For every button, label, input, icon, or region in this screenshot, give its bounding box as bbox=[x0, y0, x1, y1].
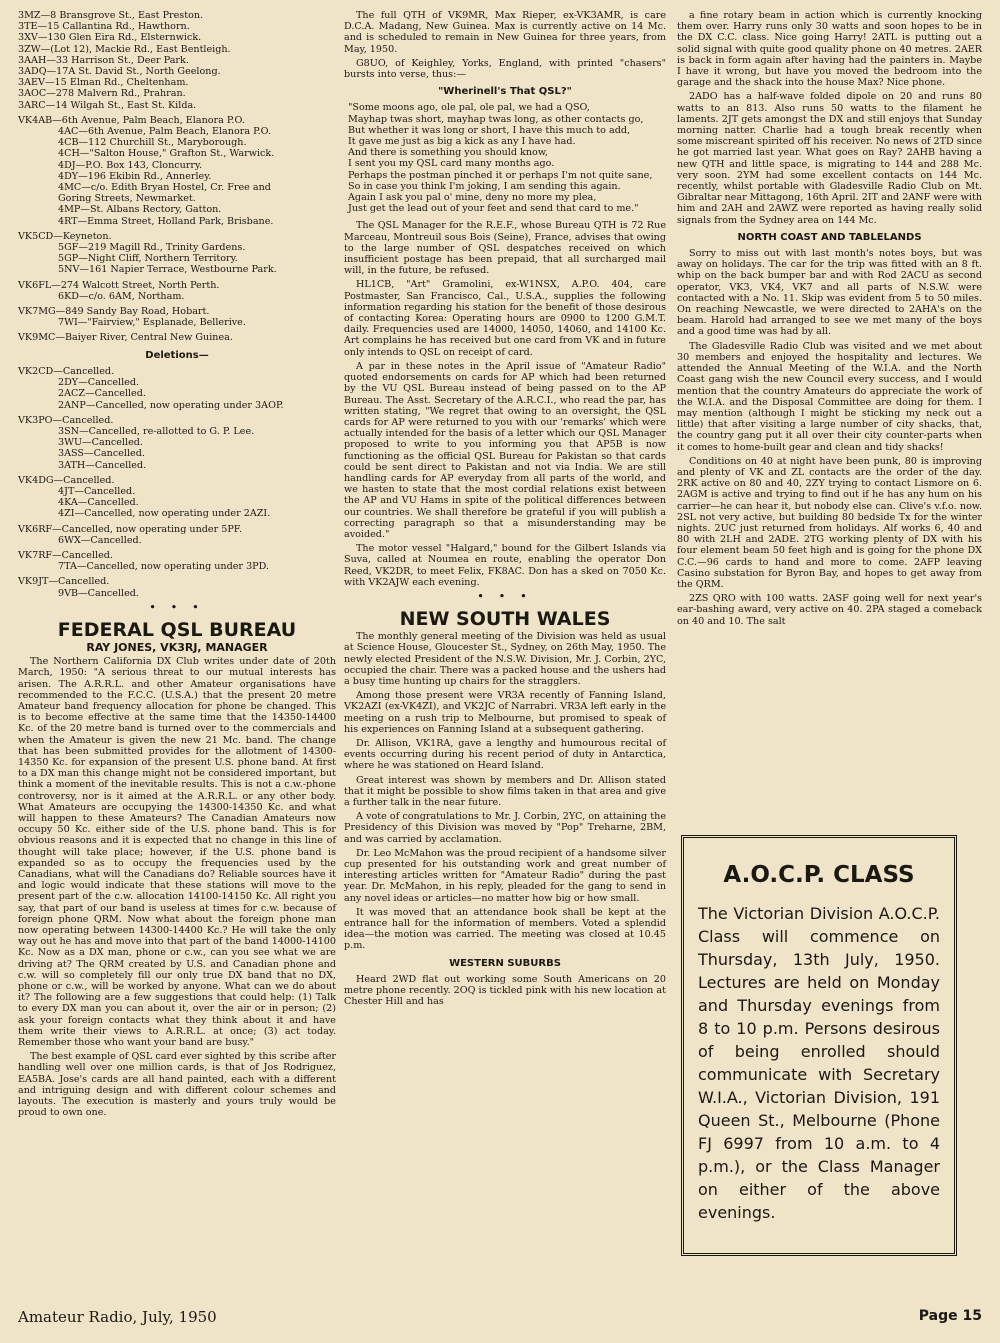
footer-publication: Amateur Radio, July, 1950 bbox=[18, 1308, 217, 1326]
separator: • • • bbox=[477, 590, 533, 602]
list-line: 3ARC—14 Wilgah St., East St. Kilda. bbox=[18, 99, 197, 111]
aocp-class-title: A.O.C.P. CLASS bbox=[723, 862, 915, 888]
paragraph: The Northern California DX Club writes under date of 20th March, 1950: "A serious threat to our mutual interests has arisen. The A.R.R.L. and other Amateur organisations have recommended to the F.C.C. (U.S.A.) that the present 20 metre Amateur band frequency allocation for phone be changed. This is to become effective at the same time that the 14350-14400 Kc. of the 20 metre band is turned over to the commercials and when the Amateur is given the new 21 Mc. band. The change that has been submitted provides for the allotment of 14300-14350 Kc. for expansion of the present U.S. phone band. At first to a DX man this change might not be considered important, but think a moment of the inevitable results. This is not a c.w.-phone controversy, nor is it aimed at the A.R.R.L. or any other body. What Amateurs are occupying the 14300-14350 Kc. and what will happen to these Amateurs? The Canadian Amateurs now occupy 50 Kc. either side of the U.S. phone band. This is for obvious reasons and it is expected that no change in this line of thought will take place; however, if the U.S. phone band is expanded so as to occupy the frequencies used by the Canadians, what will the Canadians do? Reliable sources have it and logic would indicate that these stations will move to the present part of the c.w. allocation 14100-14150 Kc. All right you say, that part of our band is useless at times for c.w. because of foreign phone QRM. Now what about the foreign phone man now operating between 14300-14400 Kc.? He will take the only way out he has and move into that part of the band 14000-14100 Kc. Now as a DX man, phone or c.w., can you see what we are driving at? The QRM created by U.S. and Canadian phone and c.w. will so completely fill our only true DX band that no DX, phone or c.w., will be worked by anyone. What can we do about it? The following are a few suggestions that could help: (1) Talk to every DX man you can about it, over the air or in person; (2) ask your foreign contacts what they think about it and have them write their views to A.R.R.L. at once; (3) act today. Remember those who want your band are busy." bbox=[18, 656, 336, 1049]
list-line: VK5CD—Keyneton. bbox=[18, 230, 112, 242]
new-south-wales-title: NEW SOUTH WALES bbox=[399, 608, 611, 631]
federal-qsl-bureau-title: FEDERAL QSL BUREAU bbox=[57, 618, 297, 641]
separator: • • • bbox=[149, 601, 205, 613]
poem-line: But whether it was long or short, I have this much to add, bbox=[348, 124, 631, 136]
list-line: 6WX—Cancelled. bbox=[58, 534, 142, 546]
paragraph: Sorry to miss out with last month's notes boys, but was away on holidays. The car for the trip was fitted with an 8 ft. whip on the back bumper bar and with Rod 2ACU as second operator, VK3, VK4, VK7 and all parts of N.S.W. were contacted with a No. 11. Skip was evident from 5 to 50 miles. On reaching Newcastle, we were directed to 2AHA's on the beam. Harold had arranged to see we met many of the boys and a good time was had by all. bbox=[677, 248, 982, 338]
list-line: 4JT—Cancelled. bbox=[58, 485, 136, 497]
list-line: 4MC—c/o. Edith Bryan Hostel, Cr. Free and bbox=[58, 182, 271, 194]
deletions-list bbox=[18, 366, 336, 599]
list-line: 9VB—Cancelled. bbox=[58, 587, 139, 599]
paragraph: The QSL Manager for the R.E.F., whose Bureau QTH is 72 Rue Marceau, Montreuil sous Bois (Seine), France, advises that owing to the large number of QSL despatches received on which insufficient postage has been prepaid, that all surcharged mail will, in the future, be refused. bbox=[344, 220, 666, 277]
list-line: 4AC—6th Avenue, Palm Beach, Elanora P.O. bbox=[58, 126, 271, 138]
list-line: 4MP—St. Albans Rectory, Gatton. bbox=[58, 204, 222, 216]
deletions-heading: Deletions— bbox=[145, 349, 209, 361]
list-line: 7WI—"Fairview," Esplanade, Bellerive. bbox=[58, 317, 246, 329]
paragraph: The Gladesville Radio Club was visited and we met about 30 members and enjoyed the hospitality and lectures. We attended the Annual Meeting of the W.I.A. and the North Coast gang wish the new Council every success, and I would mention that the country Amateurs do appreciate the work of the W.I.A. and the Disposal Committee are doing for them. I may mention (although I might be sticking my neck out a little) that after visiting a large number of city shacks, that, the country gang put it all over their city counter-parts when it comes to home-built gear and clean and tidy shacks! bbox=[677, 340, 982, 453]
paragraph: The best example of QSL card ever sighted by this scribe after handling well over one million cards, is that of Jos Rodriguez, EA5BA. Jose's cards are all hand painted, each with a different and intriguing design and with different colour schemes and layouts. The execution is masterly and yours truly would be proud to own one. bbox=[18, 1051, 336, 1119]
paragraph: It was moved that an attendance book shall be kept at the entrance hall for the information of members. Voted a splendid idea—the motion was carried. The meeting was closed at 10.45 p.m. bbox=[344, 906, 666, 952]
poem-line: Mayhap twas short, mayhap twas long, as other contacts go, bbox=[348, 113, 644, 125]
list-line: VK9MC—Baiyer River, Central New Guinea. bbox=[18, 332, 233, 344]
list-line: VK7RF—Cancelled. bbox=[18, 549, 113, 561]
paragraph: The full QTH of VK9MR, Max Rieper, ex-VK3AMR, is care D.C.A. Madang, New Guinea. Max is currently active on 14 Mc. and is scheduled to remain in New Guinea for three years, from May, 1950. bbox=[344, 10, 666, 55]
poem-line: It gave me just as big a kick as any I have had. bbox=[348, 136, 576, 148]
list-line: 4CB—112 Churchill St., Maryborough. bbox=[58, 137, 247, 149]
paragraph: 2ADO has a half-wave folded dipole on 20 and runs 80 watts to an 813. Also runs 50 watts to the filament he laments. 2JT gets amongst the DX and still enjoys that Sunday morning natter. Charlie had a tough break recently when some miscreant spirited off his receiver. No news of 2TD since he got married last year. What goes on Ray? 2AHB having a new QTH and little space, is migrating to 144 and 288 Mc. very soon. 2YM had some excellent contacts on 144 Mc. recently, whilst portable with Gladesville Radio Club on Mt. Gibraltar near Mittagong, 16th April. 2IT and 2ANF were with him and 2AH and 2AWZ were reported as having really solid signals from the Sydney area on 144 Mc. bbox=[677, 91, 982, 226]
poem-title: "Wherinell's That QSL?" bbox=[438, 86, 572, 98]
paragraph: Dr. Allison, VK1RA, gave a lengthy and humourous recital of events occurring during his recent period of duty in Antarctica, where he was stationed on Heard Island. bbox=[344, 737, 666, 772]
list-line: 4RT—Emma Street, Holland Park, Brisbane. bbox=[58, 215, 274, 227]
paragraph: The motor vessel "Halgard," bound for the Gilbert Islands via Suva, called at Noumea en route, enabling the operator Don Reed, VK2DR, to meet Felix, FK8AC. Don has a sked on 7050 Kc. with VK2AJW each evening. bbox=[344, 543, 666, 588]
paragraph: A vote of congratulations to Mr. J. Corbin, 2YC, on attaining the Presidency of this Division was moved by "Pop" Treharne, 2BM, and was carried by acclamation. bbox=[344, 811, 666, 845]
list-line: 3SN—Cancelled, re-allotted to G. P. Lee. bbox=[58, 425, 255, 437]
list-line: 3WU—Cancelled. bbox=[58, 437, 143, 449]
list-line: 3XV—130 Glen Eira Rd., Elsternwick. bbox=[18, 32, 202, 44]
list-line: 3MZ—8 Bransgrove St., East Preston. bbox=[18, 10, 204, 21]
poem-line: I sent you my QSL card many months ago. bbox=[348, 158, 555, 170]
list-line: VK7MG—849 Sandy Bay Road, Hobart. bbox=[18, 306, 210, 318]
list-line: VK2CD—Cancelled. bbox=[18, 365, 115, 377]
list-line: 2ACZ—Cancelled. bbox=[58, 388, 146, 400]
poem-line: So in case you think I'm joking, I am sending this again. bbox=[348, 180, 621, 192]
poem-line: Just get the lead out of your feet and send that card to me." bbox=[348, 203, 639, 215]
left-column bbox=[18, 10, 336, 1121]
list-line: 4ZI—Cancelled, now operating under 2AZI. bbox=[58, 508, 271, 520]
list-line: 3AOC—278 Malvern Rd., Prahran. bbox=[18, 88, 186, 100]
paragraph: HL1CB, "Art" Gramolini, ex-W1NSX, A.P.O. 404, care Postmaster, San Francisco, Cal., U.S.A., supplies the following information regarding his station for the benefit of those desirous of contacting Korea: Operating hours are 0900 to 1200 G.M.T. daily. Frequencies used are 14000, 14050, 14060, and 14100 Kc. Art complains he has received but one card from VK and in future only intends to QSL on receipt of card. bbox=[344, 279, 666, 358]
list-line: 4DY—196 Ekibin Rd., Annerley. bbox=[58, 170, 212, 182]
list-line: Goring Streets, Newmarket. bbox=[58, 193, 196, 205]
paragraph: a fine rotary beam in action which is currently knocking them over. Harry runs only 30 watts and soon hopes to be in the DX C.C. class. Nice going Harry! 2ATL is putting out a solid signal with quite good quality phone on 40 metres. 2AER is back in form again after having had the painters in. Maybe I have it wrong, but have you moved the bedroom into the garage and the shack into the house Max? Nice phone. bbox=[677, 10, 982, 89]
right-column bbox=[677, 10, 982, 630]
list-line: 3AEV—15 Elman Rd., Cheltenham. bbox=[18, 77, 189, 89]
poem-line: Perhaps the postman pinched it or perhaps I'm not quite sane, bbox=[348, 169, 653, 181]
paragraph: Great interest was shown by members and Dr. Allison stated that it might be possible to show films taken in that area and give a further talk in the near future. bbox=[344, 774, 666, 808]
poem-line: "Some moons ago, ole pal, ole pal, we had a QSO, bbox=[348, 102, 590, 114]
list-line: 4DJ—P.O. Box 143, Cloncurry. bbox=[58, 159, 203, 171]
paragraph: The monthly general meeting of the Division was held as usual at Science House, Gloucester St., Sydney, on 26th May, 1950. The newly elected President of the N.S.W. Division, Mr. J. Corbin, 2YC, occupied the chair. There was a packed house and the ushers had a busy time hunting up chairs for the stragglers. bbox=[344, 631, 666, 687]
paragraph: G8UO, of Keighley, Yorks, England, with printed "chasers" bursts into verse, thus:— bbox=[344, 57, 666, 81]
list-line: 4CH—"Salton House," Grafton St., Warwick. bbox=[58, 148, 275, 160]
paragraph: Heard 2WD flat out working some South Americans on 20 metre phone recently. 2OQ is tickled pink with his new location at Chester Hill and has bbox=[344, 973, 666, 1008]
list-line: 5NV—161 Napier Terrace, Westbourne Park. bbox=[58, 264, 277, 276]
list-line: VK6RF—Cancelled, now operating under 5PF. bbox=[18, 523, 243, 535]
list-line: 5GP—Night Cliff, Northern Territory. bbox=[58, 253, 238, 265]
western-suburbs-heading: WESTERN SUBURBS bbox=[449, 957, 561, 969]
poem bbox=[344, 102, 666, 214]
federal-qsl-bureau-subtitle: RAY JONES, VK3RJ, MANAGER bbox=[86, 640, 268, 654]
poem-line: Again I ask you pal o' mine, deny no more my plea, bbox=[348, 192, 597, 204]
list-line: VK9JT—Cancelled. bbox=[18, 576, 110, 588]
middle-column bbox=[344, 10, 666, 1010]
list-line: VK4DG—Cancelled. bbox=[18, 474, 115, 486]
list-line: 3ZW—(Lot 12), Mackie Rd., East Bentleigh. bbox=[18, 43, 231, 55]
north-coast-heading: NORTH COAST AND TABLELANDS bbox=[737, 231, 922, 243]
footer-page-number: Page 15 bbox=[918, 1308, 982, 1324]
aocp-class-notice bbox=[681, 835, 957, 1256]
list-line: 3AAH—33 Harrison St., Deer Park. bbox=[18, 54, 189, 66]
list-line: VK3PO—Cancelled. bbox=[18, 414, 114, 426]
list-line: 5GF—219 Magill Rd., Trinity Gardens. bbox=[58, 242, 246, 254]
paragraph: Dr. Leo McMahon was the proud recipient of a handsome silver cup presented for his outstanding work and great number of interesting articles written for "Amateur Radio" during the past year. Dr. McMahon, in his reply, pleaded for the gang to send in any novel ideas or articles—no matter how big or how small. bbox=[344, 847, 666, 904]
poem-line: And there is something you should know, bbox=[348, 147, 548, 159]
list-line: 3ADQ—17A St. David St., North Geelong. bbox=[18, 66, 221, 78]
list-line: 3ATH—Cancelled. bbox=[58, 459, 147, 471]
list-line: VK6FL—274 Walcott Street, North Perth. bbox=[18, 279, 220, 291]
paragraph: 2ZS QRO with 100 watts. 2ASF going well for next year's ear-bashing award, very active on 40. 2PA staged a comeback on 40 and 10. The salt bbox=[677, 593, 982, 627]
paragraph: A par in these notes in the April issue of "Amateur Radio" quoted endorsements on cards for AP which had been returned by the VU QSL Bureau instead of being passed on to the AP Bureau. The Asst. Secretary of the A.R.C.I., who read the par, has written stating, "We regret that owing to an oversight, the QSL cards for AP were returned to you with our 'remarks' which were actually intended for the basis of a letter which our QSL Manager proposed to write to you informing you that AP5B is now functioning as the official QSL Bureau for Pakistan so that cards could be sent direct to Pakistan and not via India. We are still handling cards for AP everyday from all parts of the world, and we hasten to state that the most cordial relations exist between the AP and VU Hams in spite of the political differences between our countries. We shall therefore be grateful if you will publish a correcting paragraph so that a misunderstanding may be avoided." bbox=[344, 360, 666, 540]
aocp-class-body: The Victorian Division A.O.C.P. Class will commence on Thursday, 13th July, 1950. Lectures are held on Monday and Thursday evenings from 8 to 10 p.m. Persons desirous of being enrolled should communicate with Secretary W.I.A., Victorian Division, 191 Queen St., Melbourne (Phone FJ 6997 from 10 a.m. to 4 p.m.), or the Class Manager on either of the above evenings. bbox=[698, 904, 940, 1222]
paragraph: Among those present were VR3A recently of Fanning Island, VK2AZI (ex-VK4ZI), and VK2JC of Narrabri. VR3A left early in the meeting on a rush trip to Melbourne, but promised to speak of his experiences on Fanning Island at a subsequent gathering. bbox=[344, 690, 666, 735]
address-list bbox=[18, 10, 336, 344]
list-line: 4KA—Cancelled. bbox=[58, 497, 139, 509]
list-line: 3TE—15 Callantina Rd., Hawthorn. bbox=[18, 21, 190, 33]
paragraph: Conditions on 40 at night have been punk, 80 is improving and plenty of VK and ZL contacts are the order of the day. 2RK active on 80 and 40, 2ZY trying to contact Lismore on 6. 2AGM is active and trying to find out if he has any hum on his carrier—he can hear it, but nobody else can. Clive's v.f.o. now. 2SL not very active, but building 80 bedside Tx for the winter nights. 2UC just returned from holidays. Alf works 6, 40 and 80 with 2LH and 2ADE. 2TG working plenty of DX with his four element beam 50 feet high and is going for the phone DX C.C.—96 cards to hand and more to come. 2AFP leaving Casino substation for Byron Bay, and hopes to get away from the QRM. bbox=[677, 455, 982, 590]
list-line: VK4AB—6th Avenue, Palm Beach, Elanora P.O. bbox=[18, 114, 245, 126]
list-line: 3ASS—Cancelled. bbox=[58, 448, 145, 460]
list-line: 6KD—c/o. 6AM, Northam. bbox=[58, 290, 185, 302]
list-line: 2ANP—Cancelled, now operating under 3AOP. bbox=[58, 399, 284, 411]
list-line: 2DY—Cancelled. bbox=[58, 377, 140, 389]
list-line: 7TA—Cancelled, now operating under 3PD. bbox=[58, 561, 270, 573]
